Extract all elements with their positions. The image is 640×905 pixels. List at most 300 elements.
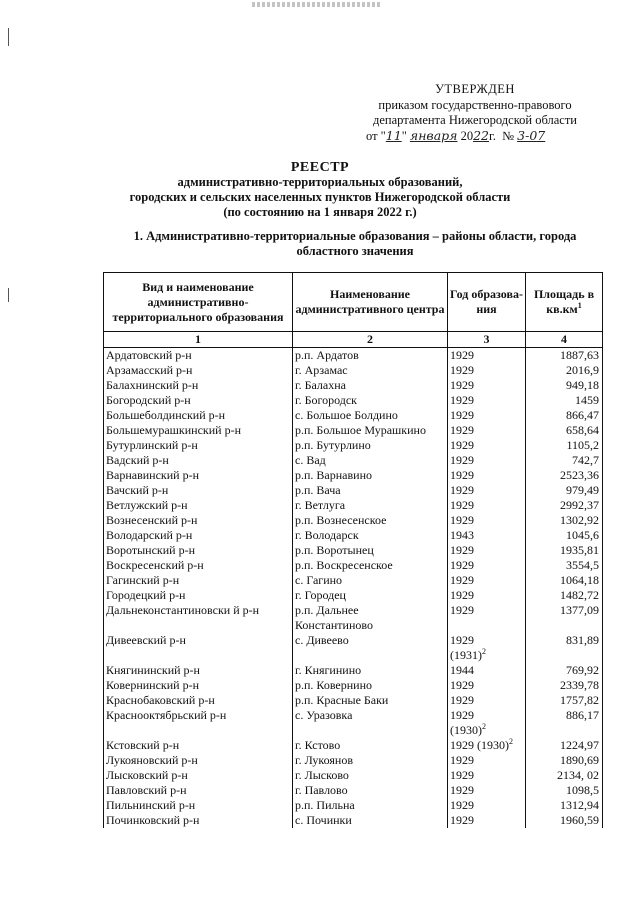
area-value: 3554,5 bbox=[566, 558, 599, 572]
cell-name bbox=[104, 693, 293, 708]
formation-year: 1929 bbox=[450, 783, 474, 797]
cell-name bbox=[104, 663, 293, 678]
area-value: 1935,81 bbox=[560, 543, 599, 557]
district-name: Бутурлинский р-н bbox=[106, 438, 198, 452]
formation-year: 1929 bbox=[450, 573, 474, 587]
cell-center bbox=[293, 423, 448, 438]
column-number: 2 bbox=[293, 332, 448, 348]
cell-area bbox=[526, 468, 603, 483]
district-name: Арзамасский р-н bbox=[106, 363, 193, 377]
cell-name bbox=[104, 378, 293, 393]
cell-name bbox=[104, 768, 293, 783]
cell-year bbox=[448, 573, 526, 588]
cell-center bbox=[293, 408, 448, 423]
cell-name bbox=[104, 798, 293, 813]
formation-year: 1929 (1930) bbox=[450, 738, 509, 752]
cell-name bbox=[104, 453, 293, 468]
cell-year bbox=[448, 363, 526, 378]
cell-center bbox=[293, 693, 448, 708]
cell-name bbox=[104, 363, 293, 378]
district-name: Дивеевский р-н bbox=[106, 633, 186, 647]
center-name: р.п. Дальнее bbox=[295, 603, 359, 617]
table-row bbox=[104, 603, 603, 633]
district-name: Большеболдинский р-н bbox=[106, 408, 226, 422]
header-area bbox=[526, 273, 603, 332]
center-name: р.п. Бутурлино bbox=[295, 438, 371, 452]
area-value: 1045,6 bbox=[566, 528, 599, 542]
cell-area bbox=[526, 513, 603, 528]
cell-year bbox=[448, 798, 526, 813]
column-number: 4 bbox=[526, 332, 603, 348]
area-value: 658,64 bbox=[566, 423, 599, 437]
center-name: р.п. Пильна bbox=[295, 798, 355, 812]
cell-year bbox=[448, 708, 526, 738]
cell-area bbox=[526, 438, 603, 453]
cell-center bbox=[293, 528, 448, 543]
table-row bbox=[104, 498, 603, 513]
center-name: г. Арзамас bbox=[295, 363, 348, 377]
cell-year bbox=[448, 438, 526, 453]
district-name: Ковернинский р-н bbox=[106, 678, 200, 692]
cell-center bbox=[293, 588, 448, 603]
center-name: р.п. Воротынец bbox=[295, 543, 374, 557]
area-value: 886,17 bbox=[566, 708, 599, 722]
cell-center bbox=[293, 738, 448, 753]
cell-area bbox=[526, 663, 603, 678]
table-row bbox=[104, 783, 603, 798]
cell-year bbox=[448, 753, 526, 768]
cell-center bbox=[293, 498, 448, 513]
cell-area bbox=[526, 363, 603, 378]
center-name: г. Лукоянов bbox=[295, 753, 354, 767]
formation-year: 1929 bbox=[450, 768, 474, 782]
cell-year bbox=[448, 633, 526, 663]
area-value: 1960,59 bbox=[560, 813, 599, 827]
center-name: г. Городец bbox=[295, 588, 346, 602]
cell-center bbox=[293, 558, 448, 573]
cell-year bbox=[448, 783, 526, 798]
cell-center bbox=[293, 603, 448, 633]
cell-year bbox=[448, 543, 526, 558]
cell-name bbox=[104, 498, 293, 513]
cell-year bbox=[448, 423, 526, 438]
table-row bbox=[104, 513, 603, 528]
heading-line3: (по состоянию на 1 января 2022 г.) bbox=[223, 205, 417, 219]
formation-year: 1944 bbox=[450, 663, 474, 677]
table-row bbox=[104, 738, 603, 753]
area-value: 1482,72 bbox=[560, 588, 599, 602]
center-name: с. Гагино bbox=[295, 573, 343, 587]
district-name: Вадский р-н bbox=[106, 453, 169, 467]
cell-area bbox=[526, 453, 603, 468]
cell-year bbox=[448, 453, 526, 468]
center-name: с. Дивеево bbox=[295, 633, 349, 647]
area-value: 1377,09 bbox=[560, 603, 599, 617]
district-name: Ветлужский р-н bbox=[106, 498, 188, 512]
center-name: р.п. Варнавино bbox=[295, 468, 373, 482]
cell-area bbox=[526, 813, 603, 828]
year-end: г. bbox=[488, 129, 496, 143]
cell-year bbox=[448, 348, 526, 364]
district-name: Лукояновский р-н bbox=[106, 753, 198, 767]
cell-year bbox=[448, 513, 526, 528]
district-name: Большемурашкинский р-н bbox=[106, 423, 242, 437]
district-name: Володарский р-н bbox=[106, 528, 193, 542]
cell-year bbox=[448, 468, 526, 483]
cell-name bbox=[104, 513, 293, 528]
area-value: 1098,5 bbox=[566, 783, 599, 797]
center-name: р.п. Воскресенское bbox=[295, 558, 393, 572]
order-year: 22 bbox=[473, 128, 489, 143]
cell-center bbox=[293, 753, 448, 768]
formation-year: 1929 bbox=[450, 348, 474, 362]
formation-year: 1929 bbox=[450, 378, 474, 392]
cell-area bbox=[526, 378, 603, 393]
cell-name bbox=[104, 678, 293, 693]
table-row bbox=[104, 453, 603, 468]
cell-year bbox=[448, 378, 526, 393]
year-prefix: 20 bbox=[460, 129, 474, 143]
district-name: Городецкий р-н bbox=[106, 588, 186, 602]
cell-area bbox=[526, 678, 603, 693]
formation-year: 1929 bbox=[450, 588, 474, 602]
cell-center bbox=[293, 573, 448, 588]
footnote-marker: 2 bbox=[482, 647, 486, 656]
cell-area bbox=[526, 528, 603, 543]
cell-year bbox=[448, 528, 526, 543]
cell-name bbox=[104, 573, 293, 588]
cell-name bbox=[104, 588, 293, 603]
cell-year bbox=[448, 408, 526, 423]
district-name: Лысковский р-н bbox=[106, 768, 188, 782]
district-name: Богородский р-н bbox=[106, 393, 191, 407]
area-value: 2523,36 bbox=[560, 468, 599, 482]
cell-year bbox=[448, 813, 526, 828]
cell-year bbox=[448, 558, 526, 573]
cell-center bbox=[293, 663, 448, 678]
date-prefix: от " bbox=[366, 129, 386, 143]
formation-year: 1929 bbox=[450, 483, 474, 497]
table-row bbox=[104, 363, 603, 378]
cell-area bbox=[526, 408, 603, 423]
heading-line1: административно-территориальных образований, bbox=[177, 175, 463, 189]
center-name: р.п. Ардатов bbox=[295, 348, 359, 362]
cell-area bbox=[526, 633, 603, 663]
cell-center bbox=[293, 393, 448, 408]
table-row bbox=[104, 708, 603, 738]
center-name: р.п. Вача bbox=[295, 483, 341, 497]
formation-year: 1929 bbox=[450, 363, 474, 377]
formation-year: 1929 bbox=[450, 453, 474, 467]
cell-area bbox=[526, 348, 603, 364]
center-name: г. Богородск bbox=[295, 393, 357, 407]
formation-year: 1929 bbox=[450, 513, 474, 527]
district-name: Гагинский р-н bbox=[106, 573, 180, 587]
formation-year: 1929 bbox=[450, 708, 474, 722]
formation-year: 1929 bbox=[450, 498, 474, 512]
cell-year bbox=[448, 693, 526, 708]
table-row bbox=[104, 813, 603, 828]
approval-title: УТВЕРЖДЕН bbox=[435, 82, 515, 96]
area-value: 769,92 bbox=[566, 663, 599, 677]
table-row bbox=[104, 468, 603, 483]
formation-year: 1929 bbox=[450, 423, 474, 437]
cell-year bbox=[448, 588, 526, 603]
area-value: 1757,82 bbox=[560, 693, 599, 707]
cell-center bbox=[293, 678, 448, 693]
table-row bbox=[104, 678, 603, 693]
district-name: Починковский р-н bbox=[106, 813, 200, 827]
center-name: р.п. Красные Баки bbox=[295, 693, 389, 707]
approval-stamp bbox=[330, 82, 620, 144]
order-date-line bbox=[330, 128, 620, 144]
cell-name bbox=[104, 438, 293, 453]
table-row bbox=[104, 423, 603, 438]
table-row bbox=[104, 438, 603, 453]
area-value: 2016,9 bbox=[566, 363, 599, 377]
area-value: 2992,37 bbox=[560, 498, 599, 512]
district-name: Кстовский р-н bbox=[106, 738, 180, 752]
cell-area bbox=[526, 558, 603, 573]
formation-year: 1929 bbox=[450, 753, 474, 767]
area-value: 2339,78 bbox=[560, 678, 599, 692]
header-area-label: Площадь в кв.км bbox=[533, 287, 595, 316]
table-row bbox=[104, 768, 603, 783]
center-name: г. Володарск bbox=[295, 528, 359, 542]
order-month: января bbox=[409, 128, 458, 143]
cell-name bbox=[104, 468, 293, 483]
section-title: 1. Административно-территориальные образования – районы области, города областного значения bbox=[133, 229, 577, 258]
formation-year: 1929 bbox=[450, 408, 474, 422]
table-row bbox=[104, 348, 603, 364]
area-value: 2134, 02 bbox=[557, 768, 599, 782]
formation-year-alt: (1931) bbox=[450, 648, 482, 662]
cell-center bbox=[293, 363, 448, 378]
formation-year: 1929 bbox=[450, 798, 474, 812]
center-name: с. Вад bbox=[295, 453, 326, 467]
district-name: Вознесенский р-н bbox=[106, 513, 198, 527]
cell-area bbox=[526, 738, 603, 753]
cell-name bbox=[104, 483, 293, 498]
cell-name bbox=[104, 528, 293, 543]
district-name: Ардатовский р-н bbox=[106, 348, 192, 362]
cell-area bbox=[526, 483, 603, 498]
center-name: с. Починки bbox=[295, 813, 352, 827]
district-name: Вачский р-н bbox=[106, 483, 169, 497]
cell-center bbox=[293, 768, 448, 783]
date-quote: " bbox=[401, 129, 407, 143]
cell-area bbox=[526, 423, 603, 438]
header-year: Год образова-ния bbox=[448, 273, 526, 332]
footnote-marker: 1 bbox=[577, 301, 582, 310]
district-name: Павловский р-н bbox=[106, 783, 187, 797]
formation-year: 1929 bbox=[450, 603, 474, 617]
cell-area bbox=[526, 768, 603, 783]
formation-year: 1929 bbox=[450, 468, 474, 482]
heading-line2: городских и сельских населенных пунктов Нижегородской области bbox=[129, 190, 511, 204]
header-type-name: Вид и наименование административно-территориального образования bbox=[104, 273, 293, 332]
cell-center bbox=[293, 783, 448, 798]
area-value: 1105,2 bbox=[566, 438, 599, 452]
center-name: с. Большое Болдино bbox=[295, 408, 398, 422]
cell-area bbox=[526, 393, 603, 408]
area-value: 1887,63 bbox=[560, 348, 599, 362]
district-name: Дальнеконстантиновски й р-н bbox=[106, 603, 260, 617]
cell-name bbox=[104, 543, 293, 558]
center-name: г. Павлово bbox=[295, 783, 348, 797]
approval-line2: департамента Нижегородской области bbox=[373, 113, 577, 127]
cell-area bbox=[526, 708, 603, 738]
order-number: 3-07 bbox=[517, 128, 546, 143]
cell-area bbox=[526, 693, 603, 708]
cell-name bbox=[104, 813, 293, 828]
cell-name bbox=[104, 633, 293, 663]
area-value: 1890,69 bbox=[560, 753, 599, 767]
cell-name bbox=[104, 423, 293, 438]
area-value: 1312,94 bbox=[560, 798, 599, 812]
cell-area bbox=[526, 498, 603, 513]
center-name: г. Княгинино bbox=[295, 663, 362, 677]
cell-area bbox=[526, 543, 603, 558]
formation-year: 1929 bbox=[450, 813, 474, 827]
cell-year bbox=[448, 498, 526, 513]
cell-center bbox=[293, 483, 448, 498]
cell-name bbox=[104, 558, 293, 573]
cell-center bbox=[293, 798, 448, 813]
cell-name bbox=[104, 408, 293, 423]
table-row bbox=[104, 408, 603, 423]
center-name: р.п. Вознесенское bbox=[295, 513, 387, 527]
cell-center bbox=[293, 468, 448, 483]
area-value: 1459 bbox=[575, 393, 599, 407]
cell-name bbox=[104, 753, 293, 768]
center-name: г. Балахна bbox=[295, 378, 346, 392]
table-row bbox=[104, 558, 603, 573]
cell-name bbox=[104, 603, 293, 633]
table-row bbox=[104, 633, 603, 663]
center-name: р.п. Большое Мурашкино bbox=[295, 423, 426, 437]
cell-name bbox=[104, 783, 293, 798]
cell-name bbox=[104, 738, 293, 753]
table-row bbox=[104, 663, 603, 678]
district-name: Воротынский р-н bbox=[106, 543, 195, 557]
center-name: с. Уразовка bbox=[295, 708, 353, 722]
cell-center bbox=[293, 813, 448, 828]
cell-center bbox=[293, 543, 448, 558]
header-center: Наименование административного центра bbox=[293, 273, 448, 332]
cell-name bbox=[104, 393, 293, 408]
cell-area bbox=[526, 783, 603, 798]
table-row bbox=[104, 378, 603, 393]
center-name-cont: Константиново bbox=[295, 618, 373, 632]
district-name: Краснооктябрьский р-н bbox=[106, 708, 227, 722]
district-name: Пильнинский р-н bbox=[106, 798, 196, 812]
table-row bbox=[104, 543, 603, 558]
table-row bbox=[104, 393, 603, 408]
cell-center bbox=[293, 513, 448, 528]
cell-center bbox=[293, 348, 448, 364]
cell-area bbox=[526, 603, 603, 633]
center-name: р.п. Ковернино bbox=[295, 678, 373, 692]
table-row bbox=[104, 693, 603, 708]
area-value: 1064,18 bbox=[560, 573, 599, 587]
cell-name bbox=[104, 348, 293, 364]
cell-area bbox=[526, 753, 603, 768]
area-value: 979,49 bbox=[566, 483, 599, 497]
footnote-marker: 2 bbox=[482, 722, 486, 731]
scan-artifact bbox=[252, 2, 382, 7]
formation-year: 1929 bbox=[450, 678, 474, 692]
document-heading bbox=[20, 160, 620, 220]
area-value: 949,18 bbox=[566, 378, 599, 392]
scan-edge-mark bbox=[8, 288, 9, 302]
number-label: № bbox=[502, 129, 515, 143]
cell-year bbox=[448, 738, 526, 753]
formation-year: 1929 bbox=[450, 558, 474, 572]
cell-center bbox=[293, 453, 448, 468]
formation-year: 1929 bbox=[450, 438, 474, 452]
table-row bbox=[104, 753, 603, 768]
cell-area bbox=[526, 588, 603, 603]
cell-center bbox=[293, 378, 448, 393]
area-value: 742,7 bbox=[572, 453, 599, 467]
cell-area bbox=[526, 798, 603, 813]
area-value: 1302,92 bbox=[560, 513, 599, 527]
formation-year: 1943 bbox=[450, 528, 474, 542]
formation-year: 1929 bbox=[450, 543, 474, 557]
area-value: 1224,97 bbox=[560, 738, 599, 752]
cell-name bbox=[104, 708, 293, 738]
center-name: г. Ветлуга bbox=[295, 498, 346, 512]
cell-year bbox=[448, 393, 526, 408]
formation-year: 1929 bbox=[450, 693, 474, 707]
table-row bbox=[104, 573, 603, 588]
cell-year bbox=[448, 678, 526, 693]
approval-line1: приказом государственно-правового bbox=[378, 98, 572, 112]
formation-year: 1929 bbox=[450, 393, 474, 407]
table-row bbox=[104, 483, 603, 498]
registry-table bbox=[103, 272, 603, 828]
district-name: Воскресенский р-н bbox=[106, 558, 204, 572]
district-name: Варнавинский р-н bbox=[106, 468, 200, 482]
table-number-row bbox=[104, 332, 603, 348]
formation-year: 1929 bbox=[450, 633, 474, 647]
center-name: г. Лысково bbox=[295, 768, 349, 782]
district-name: Княгининский р-н bbox=[106, 663, 200, 677]
cell-center bbox=[293, 708, 448, 738]
district-name: Балахнинский р-н bbox=[106, 378, 199, 392]
cell-year bbox=[448, 768, 526, 783]
table-row bbox=[104, 528, 603, 543]
table-row bbox=[104, 588, 603, 603]
table-header-row bbox=[104, 273, 603, 332]
cell-center bbox=[293, 633, 448, 663]
cell-center bbox=[293, 438, 448, 453]
cell-year bbox=[448, 663, 526, 678]
district-name: Краснобаковский р-н bbox=[106, 693, 215, 707]
table-body bbox=[104, 348, 603, 829]
document-title: РЕЕСТР bbox=[290, 160, 350, 175]
order-day: 11 bbox=[385, 128, 402, 143]
footnote-marker: 2 bbox=[509, 737, 513, 746]
area-value: 831,89 bbox=[566, 633, 599, 647]
center-name: г. Кстово bbox=[295, 738, 341, 752]
cell-area bbox=[526, 573, 603, 588]
column-number: 1 bbox=[104, 332, 293, 348]
scan-edge-mark bbox=[8, 28, 9, 46]
table-row bbox=[104, 798, 603, 813]
cell-year bbox=[448, 603, 526, 633]
